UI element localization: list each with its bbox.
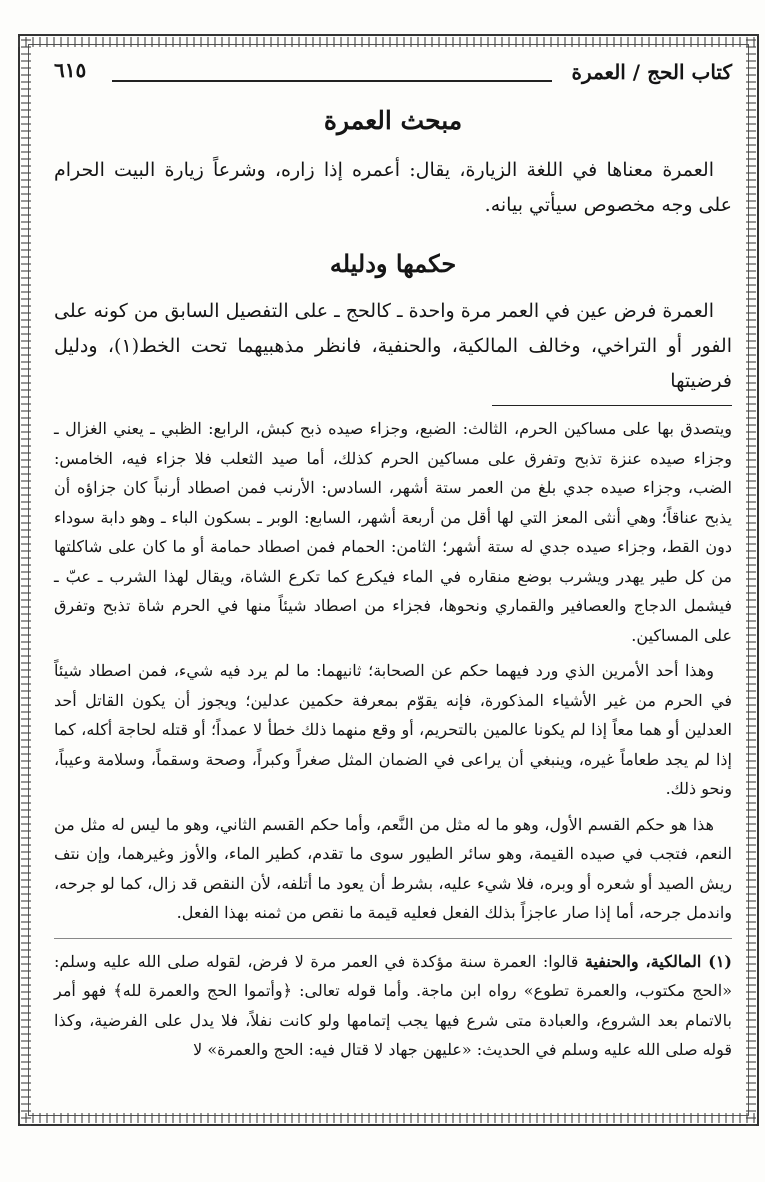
decorative-border-left <box>21 34 31 1126</box>
decorative-border-bottom <box>18 1113 759 1123</box>
section-title: مبحث العمرة <box>323 106 463 135</box>
definition-paragraph: العمرة معناها في اللغة الزيارة، يقال: أعمره إذا زاره، وشرعاً زيارة البيت الحرام على وجه مخصوص سيأتي بيانه. <box>54 159 732 216</box>
continuation-paragraph-2: وهذا أحد الأمرين الذي ورد فيهما حكم عن الصحابة؛ ثانيهما: ما لم يرد فيه شيء، فمن اصطاد شيئاً في الحرم من غير الأشياء المذكورة، فإنه يقوّم بمعرفة حكمين عدلين؛ ويجوز أن يكون القاتل أحد العدلين أو هما معاً إذا لم يكونا عالمين بالتحريم، أو وقع منهما ذلك خطأ لا عمداً؛ أو قتله لحاجة أكله، كما إذا لم يجد طعاماً غيره، وينبغي أن يراعى في الضمان المثل صغراً وكبراً، وصحة وسقماً، وسلامة وعيباً، ونحو ذلك. <box>54 661 732 798</box>
footnote-text: قالوا: العمرة سنة مؤكدة في العمر مرة لا فرض، لقوله صلى الله عليه وسلم: «الحج مكتوب، والعمرة تطوع» رواه ابن ماجة. وأما قوله تعالى: ﴿وأتموا الحج والعمرة لله﴾ فهو أمر بالاتمام بعد الشروع، والعبادة متى شرع فيها يجب إتمامها ولو كانت نفلاً، فلا يدل على الفرضية، وكذا قوله صلى الله عليه وسلم في الحديث: «عليهن جهاد لا قتال فيه: الحج والعمرة» لا <box>54 951 732 1059</box>
page-header <box>54 54 732 88</box>
page-number: ٦١٥ <box>54 58 87 82</box>
continuation-paragraph-1: ويتصدق بها على مساكين الحرم، الثالث: الضبع، وجزاء صيده ذبح كبش، الرابع: الظبي ـ يعني الغزال ـ وجزاء صيده عنزة تذبح وتفرق على مساكين الحرم كذلك، أما صيد الثعلب فلا جزاء فيه، الخامس: الضب، وجزاء صيده جدي بلغ من العمر ستة أشهر، السادس: الأرنب فمن اصطاد أرنباً كان جزاؤه أن يذبح عناقاً؛ وهي أنثى المعز التي لها أقل من أربعة أشهر، السابع: الوبر ـ بسكون الباء ـ وهو دابة سوداء دون القط، وجزاء صيده جدي له ستة أشهر؛ الثامن: الحمام فمن اصطاد حمامة أو ما كان على شاكلتها من كل طير يهدر ويشرب بوضع منقاره في الماء فيكرع كما تكرع الشاة، ويقال لهذا الشرب ـ عبّ ـ فيشمل الدجاج والعصافير والقماري ونحوها، فجزاء من اصطاد شيئاً منها في الحرم شاة تذبح وتفرق على المساكين. <box>54 419 732 645</box>
footnote-divider <box>54 938 732 939</box>
ruling-paragraph: العمرة فرض عين في العمر مرة واحدة ـ كالحج ـ على التفصيل السابق من كونه على الفور أو التراخي، وخالف المالكية، والحنفية، فانظر مذهبيهما تحت الخط(١)، ودليل فرضيتها <box>54 300 733 392</box>
footnote-lead: (١) المالكية، والحنفية <box>584 951 732 971</box>
continuation-paragraph-3: هذا هو حكم القسم الأول، وهو ما له مثل من النَّعم، وأما حكم القسم الثاني، وهو ما ليس له مثل من النعم، فتجب في صيده القيمة، وهو سائر الطيور سوى ما تقدم، كطير الماء، والأوز وغيرهما، وإن نتف ريش الصيد أو شعره أو وبره، فلا شيء عليه، بشرط أن يعود ما أتلفه، لأن النقص قد زال، كما لو جرحه، واندمل جرحه، أما إذا صار عاجزاً بذلك الفعل فعليه قيمة ما نقص من ثمنه بهذا الفعل. <box>54 814 733 922</box>
footnote-separator <box>492 405 732 406</box>
header-rule <box>112 80 552 82</box>
decorative-border-right <box>746 34 756 1126</box>
decorative-border-top <box>18 37 759 47</box>
running-title: كتاب الحج / العمرة <box>571 60 732 84</box>
subheading: حكمها ودليله <box>329 249 457 278</box>
footnote <box>54 947 732 1065</box>
book-page <box>54 54 732 1065</box>
